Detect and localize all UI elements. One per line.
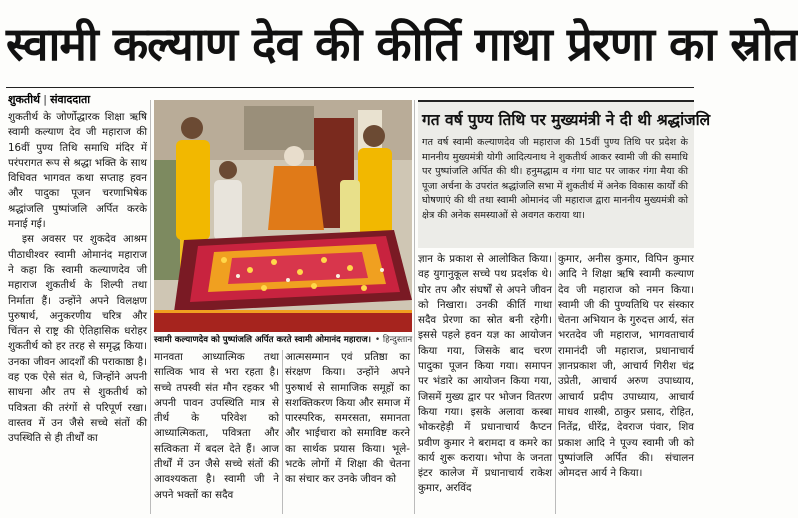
photo-credit: • हिन्दुस्तान <box>375 335 413 345</box>
middle-paragraph: मानवता आध्यात्मिक तथा सात्विक भाव से भरा रहता है। सच्चे तपस्वी संत मौन रहकर भी अपनी पावन उपस्थिति मात्र से तीर्थ के परिवेश को आध्यात्मिकता, पवित्रता और सत्विकता में बदल देते हैं। आज तीर्थों में उन जैसे सच्चे संतों की आवश्यकता है। स्वामी जी ने अपने भक्तों का सदैव <box>154 351 279 501</box>
byline-place: शुकतीर्थ <box>8 93 41 106</box>
sidebar-text: गत वर्ष स्वामी कल्याणदेव जी महाराज की 15वीं पुण्य तिथि पर प्रदेश के माननीय मुख्यमंत्री योगी आदित्यनाथ ने शुकतीर्थ आकर स्वामी जी की समाधि पर पुष्पांजलि अर्पित की थी। हनुमद्धाम व गंगा घाट पर जाकर गंगा मैया की पूजा अर्चना के उपरांत श्रद्धांजलि सभा में शुकतीर्थ में अनेक विकास कार्यों की घोषणाएं की थी तथा स्वामी ओमानंद जी महाराज द्वारा माननीय मुख्यमंत्री को क्षेत्र की अनेक समस्याओं से अवगत कराया था। <box>422 137 688 221</box>
byline <box>8 92 90 107</box>
byline-source: संवाददाता <box>50 93 91 106</box>
left-paragraph: शुकतीर्थ के जोर्णोद्धारक शिक्षा ऋषि स्वामी कल्याण देव जी महाराज की 16वीं पुण्य तिथि समाधि मंदिर में परंपरागत रूप से श्रद्धा भक्ति के साथ विधिवत भागवत कथा सप्ताह हवन और पादुका पूजन चरणाभिषेक श्रद्धांजलि पुष्पांजलि अर्पित करके मनाई गई। <box>8 111 147 231</box>
right-b-paragraph: कुमार, अनीस कुमार, विपिन कुमार आदि ने शिक्षा ऋषि स्वामी कल्याण देव जी महाराज को नमन किया। स्वामी जी की पुण्यतिथि पर संस्कार चेतना अभियान के गुरुदत्त आर्य, संत भरतदेव जी महाराज, भागवताचार्य रामानंदी जी महाराज, प्रधानाचार्य ज्ञानप्रकाश जी, आचार्य गिरीश चंद्र उप्रेती, आचार्य अरुण उपाध्याय, आचार्य प्रदीप उपाध्याय, आचार्य माधव शास्त्री, ठाकुर प्रसाद, रोहित, नितेंद्र, धीरेंद्र, देवराज पंवार, शिव प्रकाश आदि ने पूज्य स्वामी जी को पुष्पांजलि अर्पित की। संचालन ओमदत्त आर्य ने किया। <box>558 253 694 480</box>
news-photo <box>154 100 412 332</box>
column-divider <box>282 350 283 514</box>
puja-scene <box>154 100 412 332</box>
center-paragraph: आत्मसम्मान एवं प्रतिष्ठा का संरक्षण किया। उन्होंने अपने पुरुषार्थ से सामाजिक समूहों का सशक्तिकरण किया और समाज में पारस्परिक, समरसता, समानता और भाईचारा को समाविष्ट करने का सार्थक प्रयास किया। भूले-भटके लोगों में शिक्षा की चेतना का संचार कर उनके जीवन को <box>285 351 410 486</box>
right-a-paragraph: ज्ञान के प्रकाश से आलोकित किया। वह युगानुकूल सच्चे पथ प्रदर्शक थे। घोर तप और संघर्षों से अपने जीवन को निखारा। उनकी कीर्ति गाथा सदैव प्रेरणा का स्रोत बनी रहेगी। इससे पहले हवन यज्ञ का आयोजन किया गया, जिसके बाद चरण पादुका पूजन किया गया। समापन पर भंडारे का आयोजन किया गया, जिसमें मुख्य द्वार पर भोजन वितरण किया गया। इसके अलावा कस्बा भोकरहेड़ी में प्रधानाचार्य कैप्टन प्रवीण कुमार ने बरामदा व कमरे का कार्य शुरू कराया। भोपा के जनता इंटर कालेज में प्रधानाचार्य राकेश कुमार, अरविंद <box>418 253 552 495</box>
headline: स्वामी कल्याण देव की कीर्ति गाथा प्रेरणा का स्रोत <box>6 17 798 71</box>
left-column <box>8 110 147 514</box>
center-column <box>285 350 410 514</box>
sidebar-heading: गत वर्ष पुण्य तिथि पर मुख्यमंत्री ने दी थी श्रद्धांजलि <box>422 111 711 129</box>
left-paragraph: इस अवसर पर शुकदेव आश्रम पीठाधीश्वर स्वामी ओमानंद महाराज ने कहा कि स्वामी कल्याणदेव जी महाराज शुकतीर्थ के शिल्पी तथा निर्माता हैं। उन्होंने अपने विलक्षण पुरुषार्थ, अनुकरणीय चरित्र और चिंतन से राष्ट्र की ऐतिहासिक धरोहर शुकतीर्थ को हर तरह से समृद्ध किया। उनका जीवन आदर्शों की पराकाष्ठा है। वह एक ऐसे संत थे, जिन्होंने अपनी साधना और तप से शुकतीर्थ को पवित्रता की तरंगों से परिपूर्ण रखा। वास्तव में उन जैसे सच्चे संतों की उपस्थिति से ही तीर्थों का <box>8 233 147 445</box>
headline-rule <box>6 87 694 88</box>
flower-samadhi <box>174 230 412 312</box>
column-divider <box>555 252 556 514</box>
column-divider <box>150 100 151 514</box>
middle-column <box>154 350 279 514</box>
right-column-b <box>558 252 694 514</box>
column-divider <box>414 100 415 514</box>
sidebar-box <box>418 100 711 248</box>
byline-separator: | <box>43 93 48 106</box>
caption-text: स्वामी कल्याणदेव को पुष्पांजलि अर्पित करते स्वामी ओमानंद महाराज। <box>154 335 372 345</box>
photo-caption <box>154 333 412 347</box>
right-column-a <box>418 252 552 514</box>
